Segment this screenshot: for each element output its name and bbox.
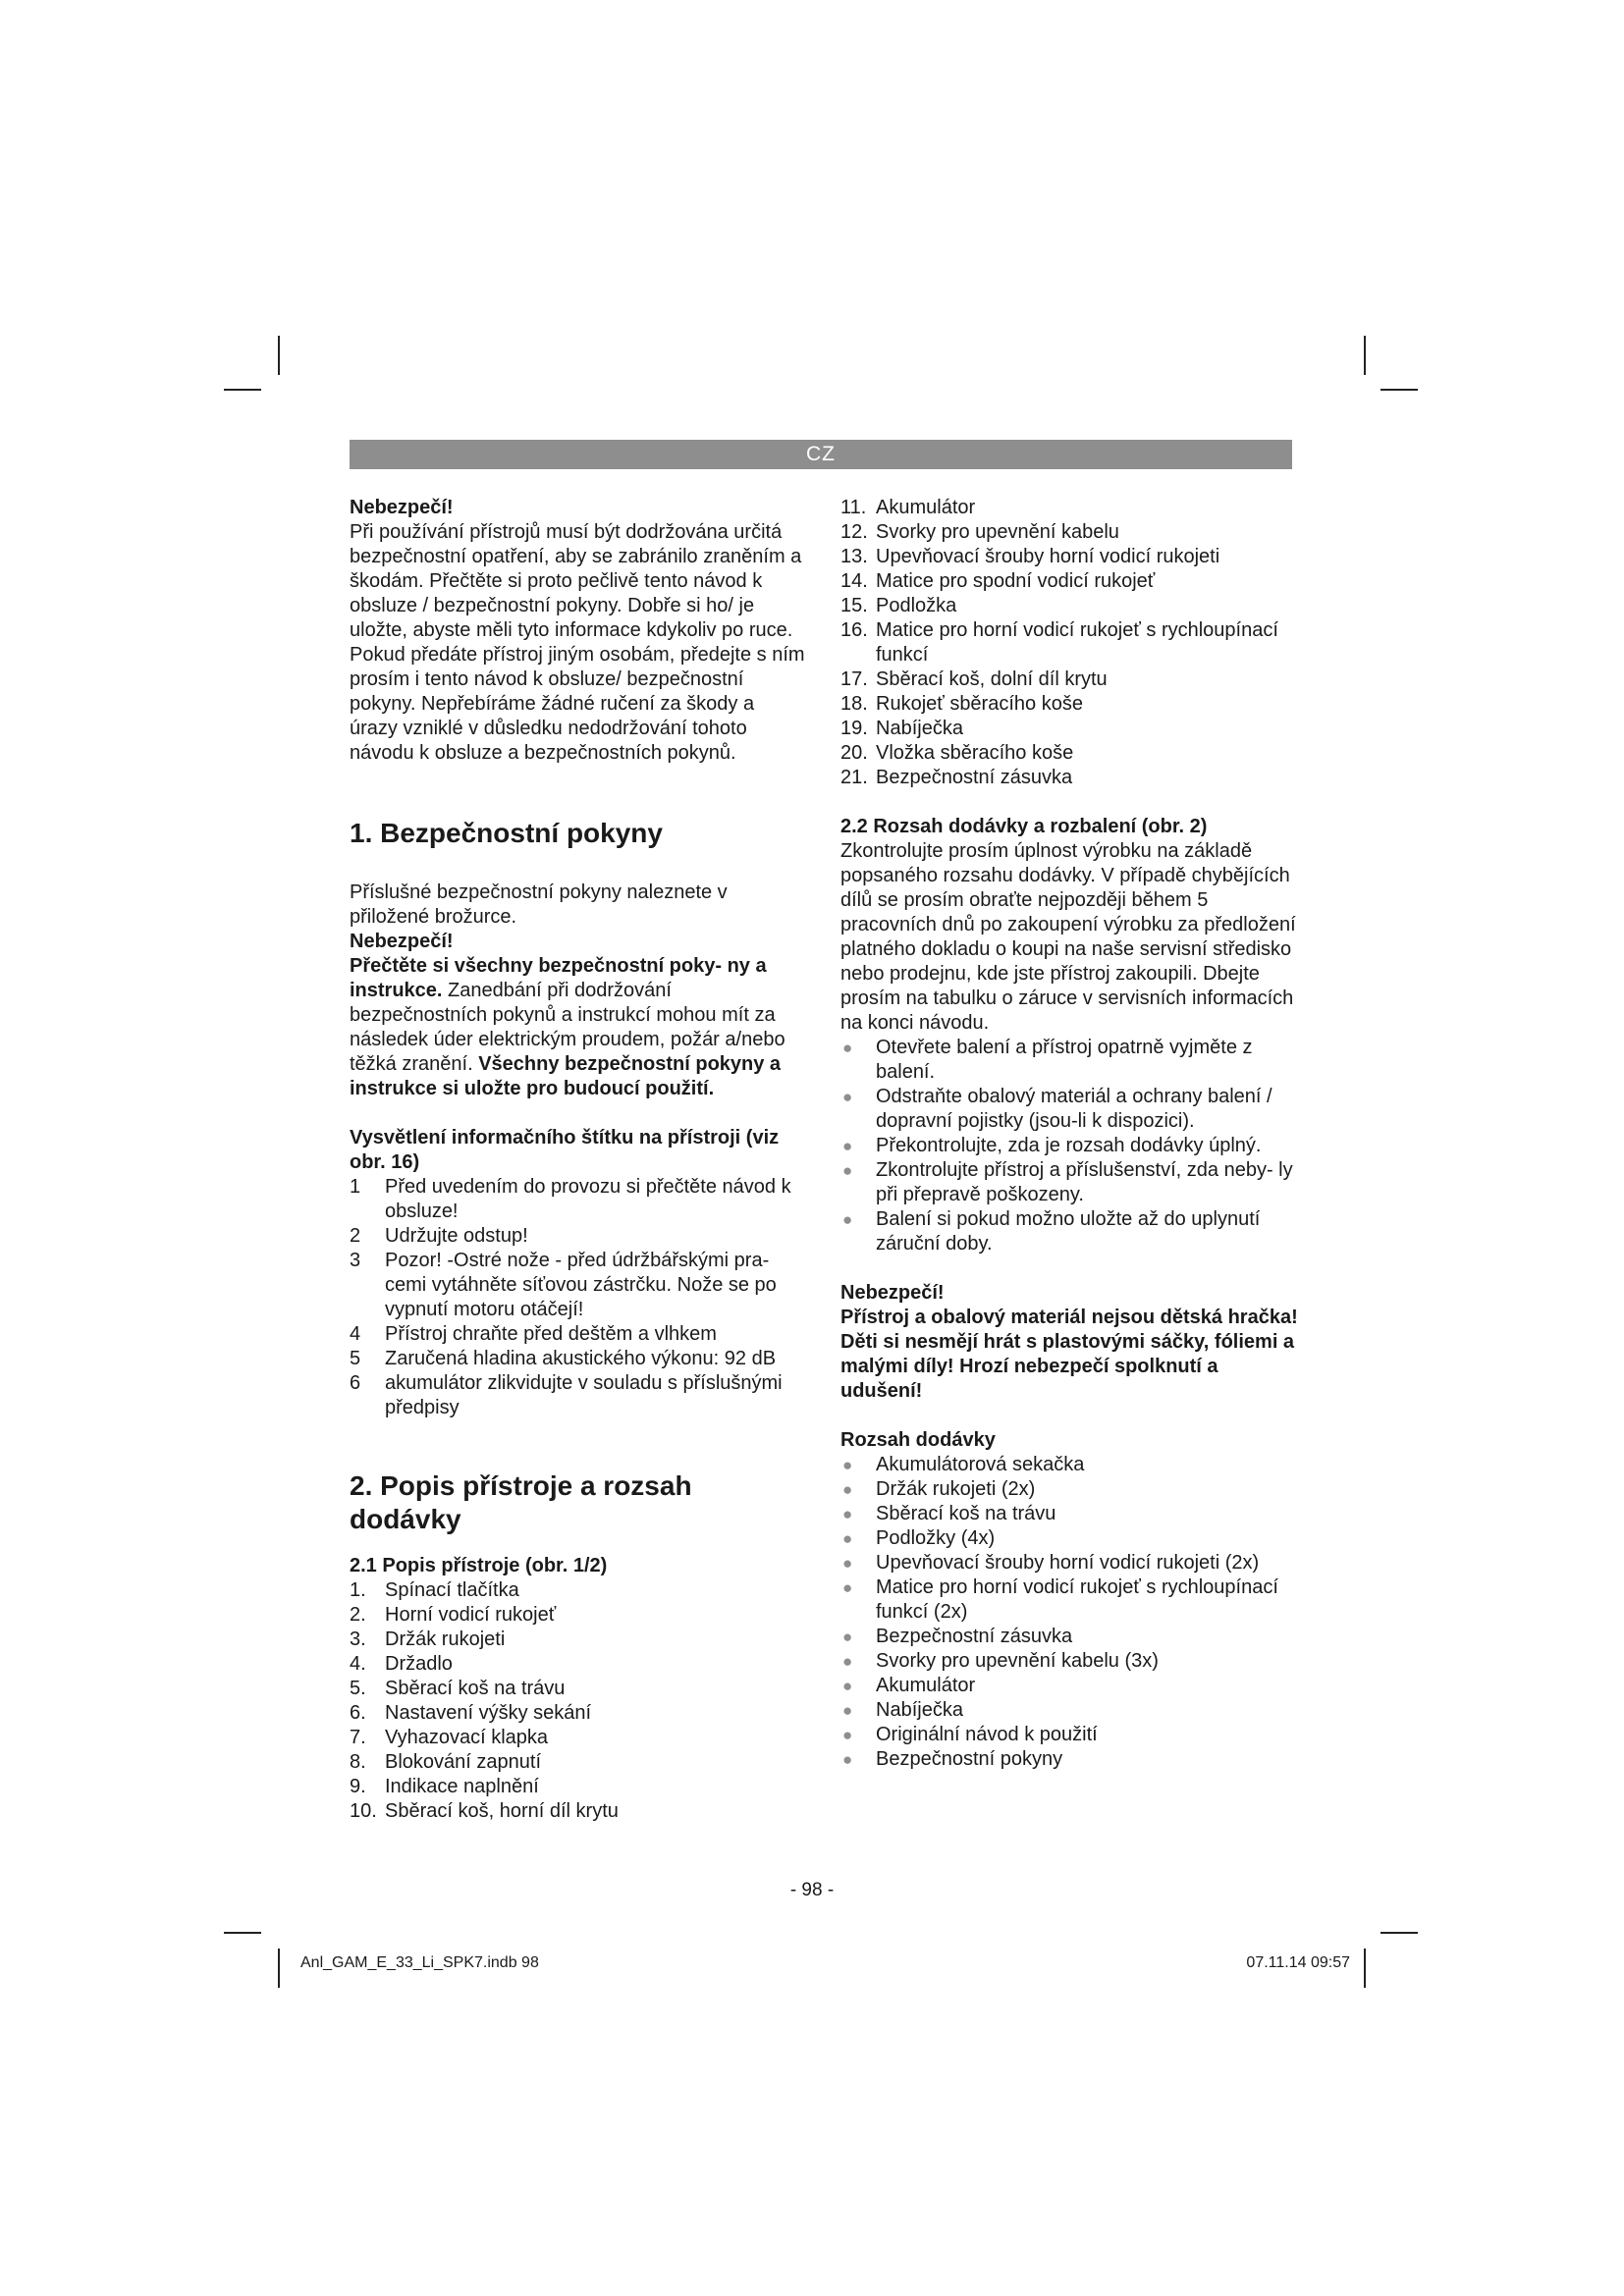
list-item bbox=[840, 1477, 1298, 1502]
danger-text: Přístroj a obalový materiál nejsou dětská hračka! Děti si nesmějí hrát s plastovými sáčky, fóliemi a malými díly! Hrozí nebezpečí spolknutí a udušení! bbox=[840, 1307, 1298, 1402]
item-number: 12. bbox=[840, 521, 868, 543]
item-number: 20. bbox=[840, 742, 868, 764]
section-2-2-title: 2.2 Rozsah dodávky a rozbalení (obr. 2) bbox=[840, 816, 1208, 837]
list-item bbox=[840, 692, 1298, 717]
item-text: Pozor! -Ostré nože - před údržbářskými pra- cemi vytáhněte síťovou zástrčku. Nože se po vypnutí motoru otáčejí! bbox=[385, 1250, 777, 1320]
item-text: Horní vodicí rukojeť bbox=[385, 1604, 557, 1626]
item-number: 14. bbox=[840, 570, 868, 592]
list-item bbox=[350, 1603, 807, 1628]
list-item bbox=[840, 1502, 1298, 1526]
item-text: Originální návod k použití bbox=[876, 1724, 1098, 1745]
bullet-icon: ● bbox=[842, 1210, 853, 1229]
danger-warning bbox=[350, 954, 807, 1101]
list-item bbox=[840, 1207, 1298, 1256]
bullet-icon: ● bbox=[842, 1529, 853, 1548]
crop-mark bbox=[278, 1949, 280, 1988]
left-column bbox=[350, 496, 807, 1824]
page-number: - 98 - bbox=[789, 1880, 835, 1900]
item-text: Akumulátor bbox=[876, 1675, 976, 1696]
list-item bbox=[840, 1453, 1298, 1477]
item-text: Sběrací koš, horní díl krytu bbox=[385, 1800, 619, 1822]
bullet-icon: ● bbox=[842, 1088, 853, 1106]
language-header-bar: CZ bbox=[350, 440, 1292, 469]
item-number: 17. bbox=[840, 668, 868, 690]
list-item bbox=[840, 1526, 1298, 1551]
list-item bbox=[840, 1551, 1298, 1575]
item-text: Svorky pro upevnění kabelu bbox=[876, 521, 1119, 543]
item-number: 13. bbox=[840, 546, 868, 567]
list-item bbox=[840, 520, 1298, 545]
list-item bbox=[840, 496, 1298, 520]
list-item bbox=[840, 1747, 1298, 1772]
list-item bbox=[350, 1371, 807, 1420]
item-text: Balení si pokud možno uložte až do uplynutí záruční doby. bbox=[876, 1208, 1261, 1255]
item-text: Rukojeť sběracího koše bbox=[876, 693, 1083, 715]
bullet-icon: ● bbox=[842, 1456, 853, 1474]
item-text: Udržujte odstup! bbox=[385, 1225, 528, 1247]
list-item bbox=[350, 1224, 807, 1249]
item-text: Vložka sběracího koše bbox=[876, 742, 1074, 764]
bullet-icon: ● bbox=[842, 1039, 853, 1057]
item-text: Indikace naplnění bbox=[385, 1776, 539, 1797]
item-text: Upevňovací šrouby horní vodicí rukojeti (2x) bbox=[876, 1552, 1260, 1574]
danger-text: Při používání přístrojů musí být dodržována určitá bezpečnostní opatření, aby se zabránilo zraněním a škodám. Přečtěte si proto pečlivě tento návod k obsluze / bezpečnostní pokyny. Dobře si ho/ je uložte, abyste měli tyto informace kdykoliv po ruce. Pokud předáte přístroj jiným osobám, předejte s ním prosím i tento návod k obsluze/ bezpečnostní pokyny. Nepřebíráme žádné ručení za škody a úrazy vzniklé v důsledku nedodržování tohoto návodu k obsluze a bezpečnostních pokynů. bbox=[350, 521, 805, 764]
bullet-icon: ● bbox=[842, 1726, 853, 1744]
list-item bbox=[350, 1701, 807, 1726]
item-number: 2. bbox=[350, 1604, 366, 1626]
item-text: Spínací tlačítka bbox=[385, 1579, 519, 1601]
bullet-icon: ● bbox=[842, 1578, 853, 1597]
list-item bbox=[350, 1578, 807, 1603]
right-column bbox=[840, 496, 1298, 1772]
list-item bbox=[840, 1723, 1298, 1747]
item-text: Akumulátorová sekačka bbox=[876, 1454, 1085, 1475]
scope-of-delivery-list bbox=[840, 1453, 1298, 1772]
crop-mark bbox=[1364, 336, 1366, 375]
item-text: Přístroj chraňte před deštěm a vlhkem bbox=[385, 1323, 717, 1345]
item-text: Sběrací koš, dolní díl krytu bbox=[876, 668, 1108, 690]
item-number: 1. bbox=[350, 1579, 366, 1601]
item-text: Matice pro spodní vodicí rukojeť bbox=[876, 570, 1156, 592]
list-item bbox=[840, 1674, 1298, 1698]
list-item bbox=[840, 618, 1298, 667]
list-item bbox=[840, 545, 1298, 569]
label-explanation-list bbox=[350, 1175, 807, 1420]
list-item bbox=[350, 1249, 807, 1322]
item-number: 18. bbox=[840, 693, 868, 715]
item-text: Blokování zapnutí bbox=[385, 1751, 541, 1773]
item-number: 11. bbox=[840, 497, 867, 518]
warning-text: Zanedbání při dodržování bezpečnostních pokynů a instrukcí mohou mít za následek úder elektrickým proudem, požár a/nebo těžká zranění. bbox=[350, 980, 785, 1075]
list-item bbox=[840, 717, 1298, 741]
item-text: Nabíječka bbox=[876, 1699, 963, 1721]
item-text: Matice pro horní vodicí rukojeť s rychloupínací funkcí bbox=[876, 619, 1278, 666]
item-number: 15. bbox=[840, 595, 868, 616]
list-item bbox=[350, 1347, 807, 1371]
warning-bold-lead: Přečtěte si všechny bezpečnostní poky- ny a instrukce. bbox=[350, 955, 767, 1001]
list-item bbox=[350, 1628, 807, 1652]
item-text: Nastavení výšky sekání bbox=[385, 1702, 592, 1724]
item-text: Překontrolujte, zda je rozsah dodávky úplný. bbox=[876, 1135, 1262, 1156]
bullet-icon: ● bbox=[842, 1137, 853, 1155]
list-item bbox=[840, 741, 1298, 766]
item-text: Sběrací koš na trávu bbox=[876, 1503, 1056, 1524]
item-text: Bezpečnostní zásuvka bbox=[876, 1626, 1073, 1647]
item-number: 2 bbox=[350, 1225, 361, 1247]
item-number: 4 bbox=[350, 1323, 361, 1345]
crop-mark bbox=[278, 336, 280, 375]
item-number: 5. bbox=[350, 1678, 366, 1699]
crop-mark bbox=[1380, 389, 1418, 391]
list-item bbox=[840, 594, 1298, 618]
item-number: 3 bbox=[350, 1250, 361, 1271]
item-text: Zkontrolujte přístroj a příslušenství, zda neby- ly při přepravě poškozeny. bbox=[876, 1159, 1293, 1205]
item-number: 1 bbox=[350, 1176, 361, 1198]
danger-title: Nebezpečí! bbox=[350, 931, 454, 952]
list-item bbox=[840, 1625, 1298, 1649]
list-item bbox=[840, 1085, 1298, 1134]
item-text: Sběrací koš na trávu bbox=[385, 1678, 566, 1699]
item-text: Nabíječka bbox=[876, 718, 963, 739]
crop-mark bbox=[224, 1932, 261, 1934]
item-text: Držadlo bbox=[385, 1653, 453, 1675]
warning-bold-tail: Všechny bezpečnostní pokyny a instrukce si uložte pro budoucí použití. bbox=[350, 1053, 782, 1099]
item-text: Otevřete balení a přístroj opatrně vyjměte z balení. bbox=[876, 1037, 1253, 1083]
item-number: 21. bbox=[840, 767, 868, 788]
item-number: 6 bbox=[350, 1372, 361, 1394]
label-explanation-title: Vysvětlení informačního štítku na přístroji (viz obr. 16) bbox=[350, 1127, 780, 1173]
list-item bbox=[350, 1799, 807, 1824]
item-text: Podložka bbox=[876, 595, 957, 616]
item-number: 7. bbox=[350, 1727, 366, 1748]
item-text: Před uvedením do provozu si přečtěte návod k obsluze! bbox=[385, 1176, 791, 1222]
section-1-intro: Příslušné bezpečnostní pokyny naleznete v přiložené brožurce. bbox=[350, 881, 728, 928]
list-item bbox=[350, 1175, 807, 1224]
item-number: 5 bbox=[350, 1348, 361, 1369]
crop-mark bbox=[1380, 1932, 1418, 1934]
item-text: Držák rukojeti bbox=[385, 1629, 506, 1650]
list-item bbox=[840, 1649, 1298, 1674]
item-number: 6. bbox=[350, 1702, 366, 1724]
bullet-icon: ● bbox=[842, 1652, 853, 1671]
bullet-icon: ● bbox=[842, 1554, 853, 1573]
list-item bbox=[350, 1726, 807, 1750]
list-item bbox=[840, 1036, 1298, 1085]
bullet-icon: ● bbox=[842, 1677, 853, 1695]
parts-list bbox=[350, 1578, 807, 1824]
list-item bbox=[350, 1652, 807, 1677]
item-text: Upevňovací šrouby horní vodicí rukojeti bbox=[876, 546, 1220, 567]
list-item bbox=[840, 1158, 1298, 1207]
list-item bbox=[350, 1750, 807, 1775]
item-number: 4. bbox=[350, 1653, 366, 1675]
section-2-1-title: 2.1 Popis přístroje (obr. 1/2) bbox=[350, 1555, 608, 1576]
section-2-title: 2. Popis přístroje a rozsah dodávky bbox=[350, 1470, 692, 1534]
footer-date: 07.11.14 09:57 bbox=[1246, 1954, 1350, 1971]
section-2-2-text: Zkontrolujte prosím úplnost výrobku na základě popsaného rozsahu dodávky. V případě chybějících dílů se prosím obraťte nejpozději během 5 pracovních dnů po zakoupení výrobku za předložení platného dokladu o koupi na naše servisní středisko nebo prodejnu, kde jste přístroj zakoupili. Dbejte prosím na tabulku o záruce v servisních informacích na konci návodu. bbox=[840, 840, 1296, 1034]
crop-mark bbox=[224, 389, 261, 391]
crop-mark bbox=[1364, 1949, 1366, 1988]
item-number: 10. bbox=[350, 1800, 377, 1822]
list-item bbox=[840, 1698, 1298, 1723]
list-item bbox=[350, 1322, 807, 1347]
bullet-icon: ● bbox=[842, 1701, 853, 1720]
item-text: Odstraňte obalový materiál a ochrany balení / dopravní pojistky (jsou-li k dispozici). bbox=[876, 1086, 1272, 1132]
item-text: Bezpečnostní zásuvka bbox=[876, 767, 1073, 788]
item-number: 3. bbox=[350, 1629, 366, 1650]
bullet-icon: ● bbox=[842, 1480, 853, 1499]
danger-title: Nebezpečí! bbox=[840, 1282, 945, 1304]
item-text: Podložky (4x) bbox=[876, 1527, 996, 1549]
bullet-icon: ● bbox=[842, 1628, 853, 1646]
bullet-icon: ● bbox=[842, 1161, 853, 1180]
list-item bbox=[840, 1134, 1298, 1158]
list-item bbox=[840, 667, 1298, 692]
item-number: 8. bbox=[350, 1751, 366, 1773]
item-text: akumulátor zlikvidujte v souladu s příslušnými předpisy bbox=[385, 1372, 783, 1418]
item-text: Bezpečnostní pokyny bbox=[876, 1748, 1063, 1770]
danger-title: Nebezpečí! bbox=[350, 497, 454, 518]
parts-list-continued bbox=[840, 496, 1298, 790]
list-item bbox=[350, 1677, 807, 1701]
item-text: Držák rukojeti (2x) bbox=[876, 1478, 1036, 1500]
list-item bbox=[840, 1575, 1298, 1625]
bullet-icon: ● bbox=[842, 1750, 853, 1769]
list-item bbox=[350, 1775, 807, 1799]
item-text: Vyhazovací klapka bbox=[385, 1727, 549, 1748]
item-number: 9. bbox=[350, 1776, 366, 1797]
item-number: 16. bbox=[840, 619, 868, 641]
item-text: Matice pro horní vodicí rukojeť s rychloupínací funkcí (2x) bbox=[876, 1576, 1278, 1623]
footer-file-name: Anl_GAM_E_33_Li_SPK7.indb 98 bbox=[300, 1954, 539, 1971]
scope-of-delivery-title: Rozsah dodávky bbox=[840, 1429, 996, 1451]
bullet-icon: ● bbox=[842, 1505, 853, 1523]
list-item bbox=[840, 569, 1298, 594]
list-item bbox=[840, 766, 1298, 790]
item-text: Svorky pro upevnění kabelu (3x) bbox=[876, 1650, 1159, 1672]
section-1-title: 1. Bezpečnostní pokyny bbox=[350, 818, 663, 848]
unpack-steps-list bbox=[840, 1036, 1298, 1256]
item-text: Zaručená hladina akustického výkonu: 92 dB bbox=[385, 1348, 777, 1369]
item-text: Akumulátor bbox=[876, 497, 976, 518]
item-number: 19. bbox=[840, 718, 868, 739]
